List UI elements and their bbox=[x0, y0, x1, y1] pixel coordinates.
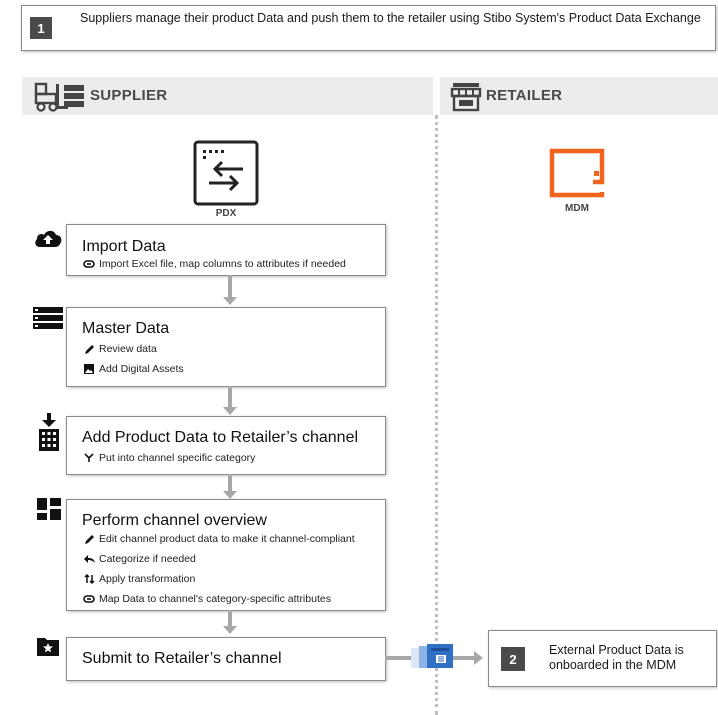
intro-text: Suppliers manage their product Data and push them to the retailer using Stibo System's Product Data Exchange bbox=[80, 11, 701, 25]
link-icon bbox=[83, 594, 95, 604]
lane-divider bbox=[435, 115, 438, 715]
outcome-box bbox=[488, 630, 717, 687]
store-icon bbox=[450, 81, 482, 112]
step-submit bbox=[66, 637, 386, 681]
pencil-icon bbox=[83, 534, 95, 544]
flow-arrow bbox=[228, 386, 232, 408]
step-number-badge: 1 bbox=[30, 17, 52, 39]
bullet-item: Put into channel specific category bbox=[83, 452, 255, 464]
dashboard-icon bbox=[37, 498, 61, 520]
step-title: Import Data bbox=[82, 238, 166, 255]
flow-arrow bbox=[228, 275, 232, 298]
step-master-data bbox=[66, 307, 386, 387]
mdm-logo-icon bbox=[548, 147, 606, 199]
bullet-item: Add Digital Assets bbox=[83, 363, 184, 375]
bullet-item: Apply transformation bbox=[83, 573, 195, 585]
bullet-item: Review data bbox=[83, 343, 157, 355]
mdm-label: MDM bbox=[565, 203, 589, 214]
step-title: Perform channel overview bbox=[82, 512, 267, 529]
flow-arrow bbox=[228, 474, 232, 492]
bullet-item: Categorize if needed bbox=[83, 553, 196, 565]
starred-folder-icon bbox=[37, 636, 59, 656]
image-icon bbox=[83, 364, 95, 374]
reply-icon bbox=[83, 554, 95, 564]
step-title: Add Product Data to Retailer’s channel bbox=[82, 429, 359, 446]
pdx-logo-icon bbox=[193, 140, 259, 206]
step-import-data bbox=[66, 224, 386, 276]
building-download-icon bbox=[37, 413, 61, 453]
step-title: Master Data bbox=[82, 320, 170, 337]
bullet-item: Map Data to channel's category-specific attributes bbox=[83, 593, 331, 605]
link-icon bbox=[83, 259, 95, 269]
bullet-item: Edit channel product data to make it channel-compliant bbox=[83, 533, 355, 545]
pencil-icon bbox=[83, 344, 95, 354]
supplier-lane-label: SUPPLIER bbox=[90, 87, 168, 104]
retailer-lane-header bbox=[440, 77, 718, 115]
outcome-text: External Product Data is onboarded in the MDM bbox=[549, 643, 684, 672]
step-title: Submit to Retailer’s channel bbox=[82, 650, 282, 667]
forklift-icon bbox=[34, 82, 86, 112]
flow-arrow bbox=[228, 610, 232, 627]
pdx-label: PDX bbox=[215, 208, 237, 219]
storage-icon bbox=[33, 307, 63, 329]
bullet-item: Import Excel file, map columns to attributes if needed bbox=[83, 258, 346, 270]
step-number-badge: 2 bbox=[501, 647, 525, 671]
transform-icon bbox=[83, 574, 95, 584]
data-package-icon bbox=[411, 642, 455, 670]
supplier-lane-header bbox=[22, 77, 433, 115]
retailer-lane-label: RETAILER bbox=[486, 87, 563, 104]
submit-connector-arrowhead bbox=[474, 651, 483, 665]
cloud-upload-icon bbox=[33, 228, 63, 248]
step-perform-channel-overview bbox=[66, 499, 386, 611]
intro-box bbox=[21, 5, 716, 51]
merge-icon bbox=[83, 453, 95, 463]
step-add-product-data bbox=[66, 416, 386, 475]
